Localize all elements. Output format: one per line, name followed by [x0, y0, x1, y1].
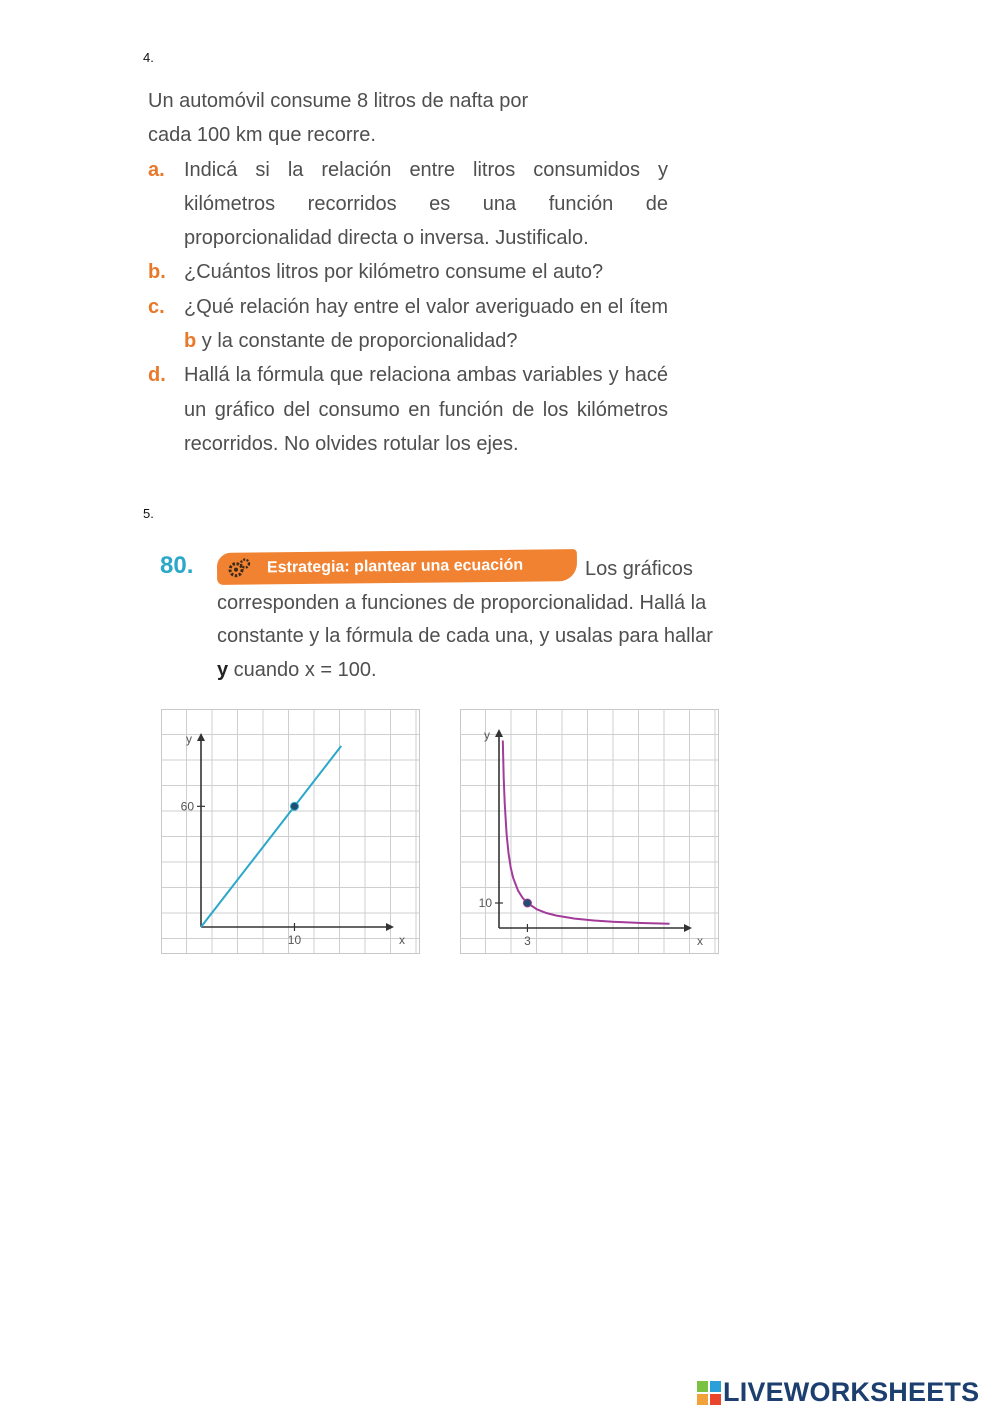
chart-frame — [162, 710, 420, 954]
x-axis-label: x — [697, 934, 703, 948]
y-axis-label: y — [186, 732, 192, 746]
x-axis-label: x — [399, 933, 405, 947]
chart-inverse-proportionality — [460, 709, 720, 955]
item-letter: c. — [148, 295, 165, 318]
item-highlight: b — [184, 330, 197, 353]
bold-variable: y — [217, 658, 229, 681]
intro-line-2: cada 100 km que recorre. — [148, 124, 376, 147]
item-c — [148, 290, 668, 359]
item-letter: d. — [148, 364, 166, 387]
item-letter: b. — [148, 261, 166, 284]
exercise-4-intro — [148, 84, 668, 153]
item-text: Hallá la fórmula que relaciona ambas variables y hacé un gráfico del consumo en función de los kilómetros recorridos. No olvides rotular los ejes. — [184, 364, 668, 455]
logo-text: LIVEWORKSHEETS — [723, 1377, 980, 1407]
exercise-4-text — [148, 84, 668, 461]
item-a — [148, 153, 668, 256]
chart-direct-proportionality — [161, 709, 421, 955]
y-axis-label: y — [484, 728, 490, 742]
x-tick-label: 10 — [287, 933, 302, 947]
item-text — [184, 290, 668, 359]
intro-line-1: Un automóvil consume 8 litros de nafta por — [148, 90, 529, 112]
exercise-5-number: 5. — [143, 506, 154, 521]
problem-number: 80. — [160, 552, 194, 579]
item-text: ¿Cuántos litros por kilómetro consume el auto? — [184, 261, 604, 284]
body-text-1: corresponden a funciones de proporcionalidad. Hallá la constante y la fórmula de cada una, y usalas para hallar — [217, 591, 713, 647]
x-tick-label: 3 — [524, 934, 531, 948]
lead-text: Los gráficos — [585, 558, 693, 580]
data-point — [523, 899, 531, 907]
logo-icon — [697, 1381, 721, 1405]
item-text-part: ¿Qué relación hay entre el valor averiguado en el ítem — [184, 295, 668, 318]
item-d — [148, 358, 668, 461]
body-text-2: cuando x = 100. — [228, 658, 377, 681]
item-text-part: y la constante de proporcionalidad? — [196, 330, 518, 353]
item-letter: a. — [148, 158, 165, 181]
item-b — [148, 255, 668, 289]
exercise-5-text — [217, 553, 717, 687]
exercise-4-number: 4. — [143, 50, 154, 65]
liveworksheets-logo — [697, 1377, 979, 1408]
badge-label: Estrategia: plantear una ecuación — [266, 556, 524, 577]
y-tick-label: 60 — [180, 799, 194, 814]
item-text: Indicá si la relación entre litros consumidos y kilómetros recorridos es una función de proporcionalidad directa o inversa. Justificalo. — [184, 158, 668, 250]
y-tick-label: 10 — [478, 896, 492, 910]
data-point — [290, 802, 298, 810]
